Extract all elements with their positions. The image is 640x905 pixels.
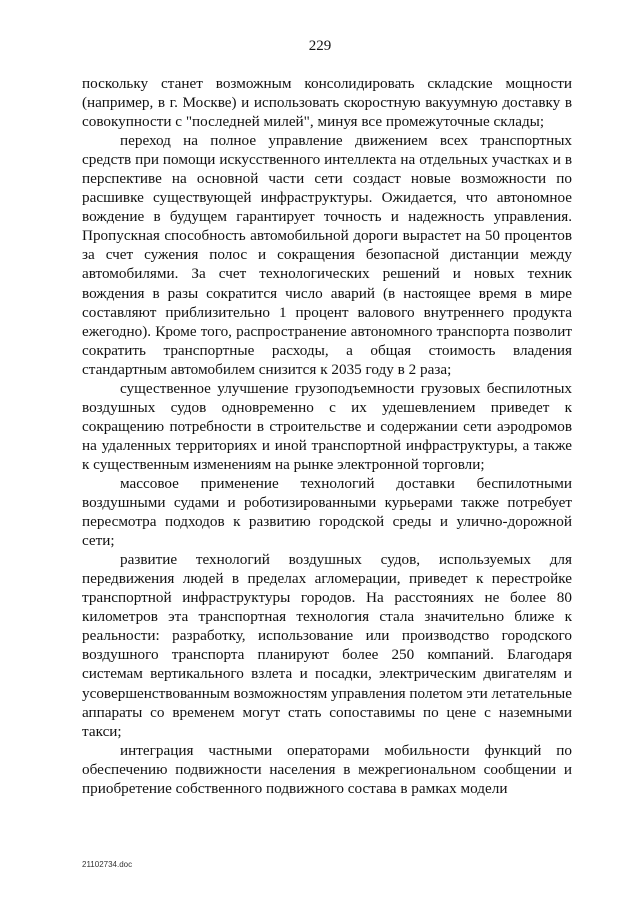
paragraph-drone-cargo: существенное улучшение грузоподъемности грузовых беспилотных воздушных судов одновременно с их удешевлением приведет к сокращению потребности в строительстве и содержании сети аэродромов на удаленных территориях и иной транспортной инфраструктуры, а также к существенным изменениям на рынке электронной торговли; xyxy=(82,379,572,473)
paragraph-urban-air-mobility: развитие технологий воздушных судов, используемых для передвижения людей в пределах агломерации, приведет к перестройке транспортной инфраструктуры городов. На расстояниях не более 80 километров эта транспортная технология стала значительно ближе к реальности: разработку, использование или производство городского воздушного транспорта планируют более 250 компаний. Благодаря системам вертикального взлета и посадки, электрическим двигателям и усовершенствованным возможностям управления полетом эти летательные аппараты со временем могут стать сопоставимы по цене с наземными такси; xyxy=(82,551,572,740)
paragraph-continuation: поскольку станет возможным консолидировать складские мощности (например, в г. Москве) и использовать скоростную вакуумную доставку в совокупности с "последней милей", минуя все промежуточные склады; xyxy=(82,75,572,131)
paragraph-mobility-operators: интеграция частными операторами мобильности функций по обеспечению подвижности населения в межрегиональном сообщении и приобретение собственного подвижного состава в рамках модели xyxy=(82,741,572,797)
page-number: 229 xyxy=(308,38,332,54)
paragraph-autonomous-traffic: переход на полное управление движением всех транспортных средств при помощи искусственного интеллекта на отдельных участках и в перспективе на основной части сети создаст новые возможности по расшивке существующей инфраструктуры. Ожидается, что автономное вождение в будущем гарантирует точность и надежность управления. Пропускная способность автомобильной дороги вырастет на 50 процентов за счет сужения полос и сокращения безопасной дистанции между автомобилями. За счет технологических решений и новых техник вождения в разы сократится число аварий (в настоящее время в мире составляют приблизительно 1 процент валового внутреннего продукта ежегодно). Кроме того, распространение автономного транспорта позволит сократить транспортные расходы, а общая стоимость владения стандартным автомобилем снизится к 2035 году в 2 раза; xyxy=(82,132,572,378)
paragraph-drone-delivery: массовое применение технологий доставки беспилотными воздушными судами и роботизированными курьерами также потребует пересмотра подходов к развитию городской среды и улично-дорожной сети; xyxy=(82,474,572,550)
document-body xyxy=(82,74,572,798)
footer-filename: 21102734.doc xyxy=(82,860,133,869)
